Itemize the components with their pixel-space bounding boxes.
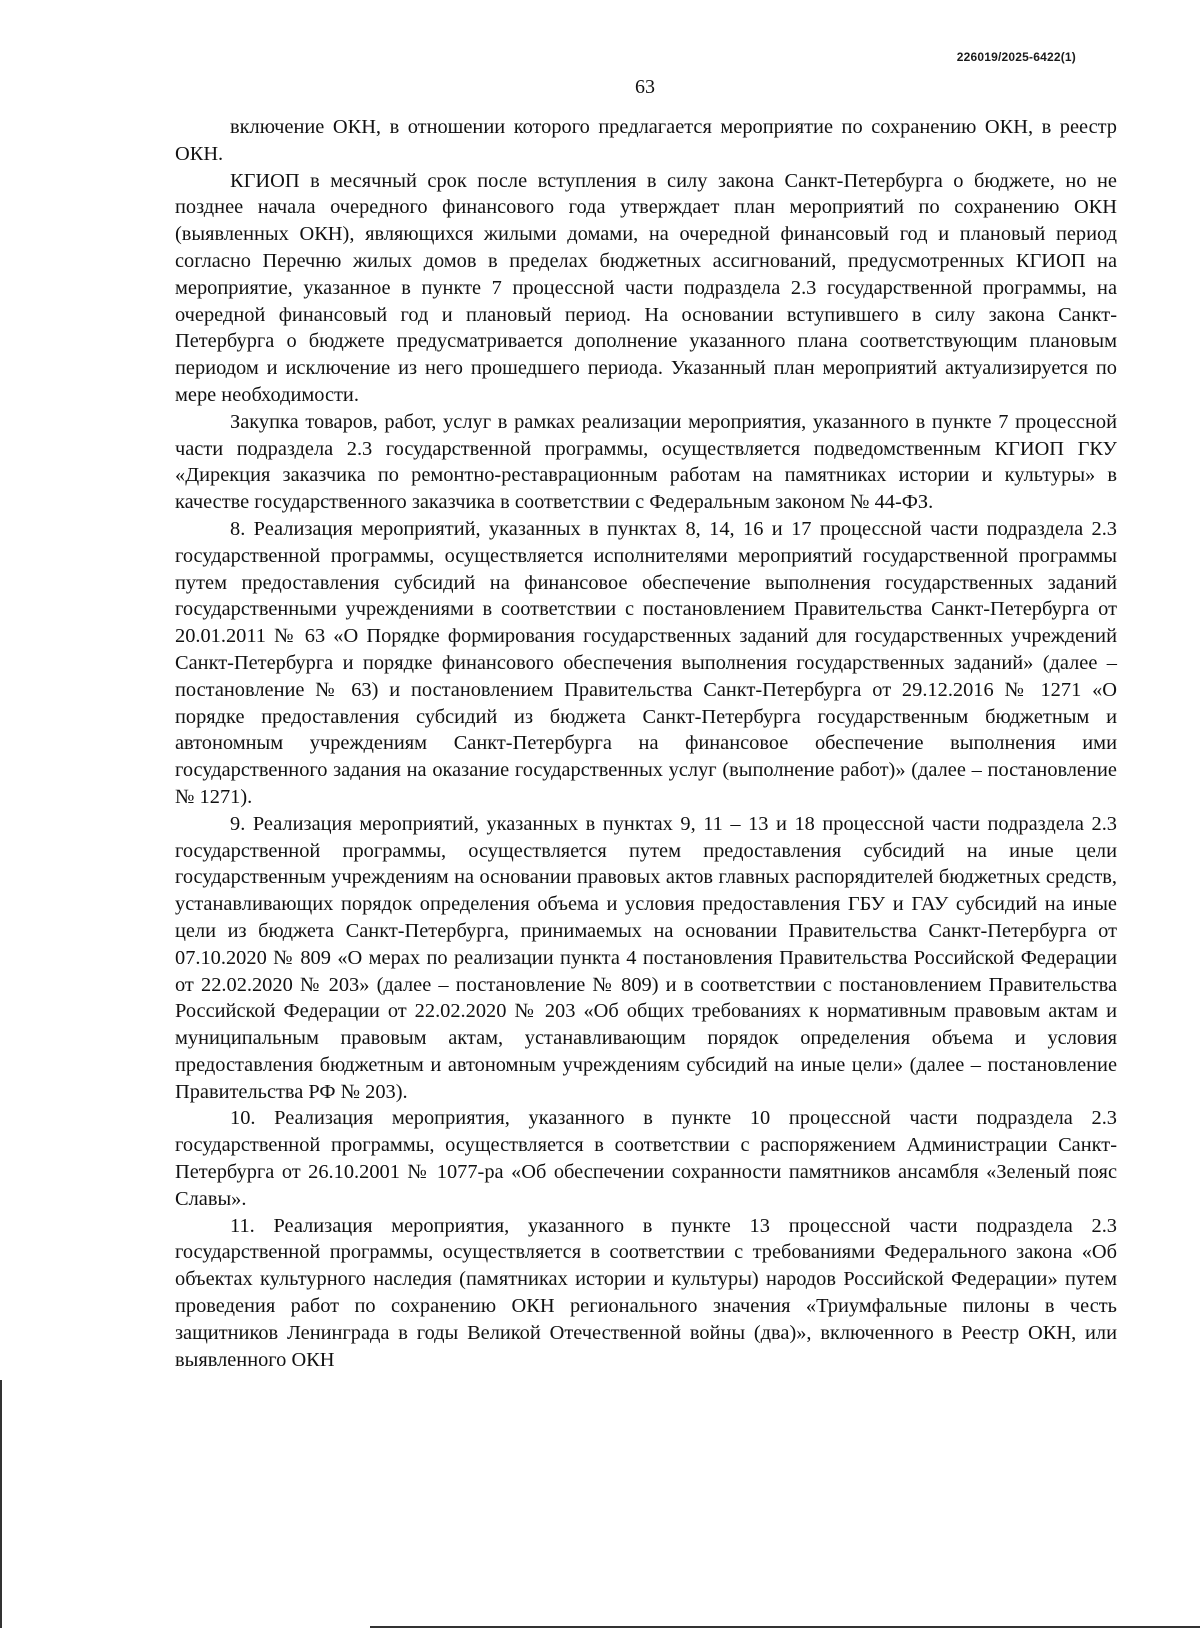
document-body: [175, 114, 1117, 1373]
document-registration-number: 226019/2025-6422(1): [956, 50, 1076, 64]
paragraph-continuation: включение ОКН, в отношении которого предлагается мероприятие по сохранению ОКН, в реестр ОКН.: [175, 116, 1117, 165]
paragraph-procurement: Закупка товаров, работ, услуг в рамках реализации мероприятия, указанного в пункте 7 процессной части подраздела 2.3 государственной программы, осуществляется подведомственным КГИОП ГКУ «Дирекция заказчика по ремонтно-реставрационным работам на памятниках истории и культуры» в качестве государственного заказчика в соответствии с Федеральным законом № 44-ФЗ.: [175, 410, 1117, 514]
page-number: 63: [635, 76, 655, 98]
paragraph-kgiop-plan: КГИОП в месячный срок после вступления в силу закона Санкт-Петербурга о бюджете, но не позднее начала очередного финансового года утверждает план мероприятий по сохранению ОКН (выявленных ОКН), являющихся жилыми домами, на очередной финансовый год и плановый период согласно Перечню жилых домов в пределах бюджетных ассигнований, предусмотренных КГИОП на мероприятие, указанное в пункте 7 процессной части подраздела 2.3 государственной программы, на очередной финансовый год и плановый период. На основании вступившего в силу закона Санкт-Петербурга о бюджете предусматривается дополнение указанного плана соответствующим плановым периодом и исключение из него прошедшего периода. Указанный план мероприятий актуализируется по мере необходимости.: [175, 169, 1117, 406]
paragraph-item-11: 11. Реализация мероприятия, указанного в пункте 13 процессной части подраздела 2.3 государственной программы, осуществляется в соответствии с требованиями Федерального закона «Об объектах культурного наследия (памятниках истории и культуры) народов Российской Федерации» путем проведения работ по сохранению ОКН регионального значения «Триумфальные пилоны в честь защитников Ленинграда в годы Великой Отечественной войны (два)», включенного в Реестр ОКН, или выявленного ОКН: [175, 1214, 1117, 1371]
scan-edge-left: [0, 1380, 2, 1628]
paragraph-item-8: 8. Реализация мероприятий, указанных в пунктах 8, 14, 16 и 17 процессной части подраздела 2.3 государственной программы, осуществляется исполнителями мероприятий государственной программы путем предоставления субсидий на финансовое обеспечение выполнения государственных заданий государственными учреждениями в соответствии с постановлением Правительства Санкт-Петербурга от 20.01.2011 № 63 «О Порядке формирования государственных заданий для государственных учреждений Санкт-Петербурга и порядке финансового обеспечения выполнения государственных заданий» (далее – постановление № 63) и постановлением Правительства Санкт-Петербурга от 29.12.2016 № 1271 «О порядке предоставления субсидий из бюджета Санкт-Петербурга государственным бюджетным и автономным учреждениям Санкт-Петербурга на финансовое обеспечение выполнения ими государственного задания на оказание государственных услуг (выполнение работ)» (далее – постановление № 1271).: [175, 517, 1117, 808]
paragraph-item-9: 9. Реализация мероприятий, указанных в пунктах 9, 11 – 13 и 18 процессной части подраздела 2.3 государственной программы, осуществляется путем предоставления субсидий на иные цели государственным учреждениям на основании правовых актов главных распорядителей бюджетных средств, устанавливающих порядок определения объема и условия предоставления ГБУ и ГАУ субсидий на иные цели из бюджета Санкт-Петербурга, принимаемых на основании Правительства Санкт-Петербурга от 07.10.2020 № 809 «О мерах по реализации пункта 4 постановления Правительства Российской Федерации от 22.02.2020 № 203» (далее – постановление № 809) и в соответствии с постановлением Правительства Российской Федерации от 22.02.2020 № 203 «Об общих требованиях к нормативным правовым актам и муниципальным правовым актам, устанавливающим порядок определения объема и условия предоставления бюджетным и автономным учреждениям субсидий на иные цели» (далее – постановление Правительства РФ № 203).: [175, 812, 1117, 1103]
paragraph-item-10: 10. Реализация мероприятия, указанного в пункте 10 процессной части подраздела 2.3 государственной программы, осуществляется в соответствии с распоряжением Администрации Санкт-Петербурга от 26.10.2001 № 1077-ра «Об обеспечении сохранности памятников ансамбля «Зеленый пояс Славы».: [175, 1107, 1117, 1210]
